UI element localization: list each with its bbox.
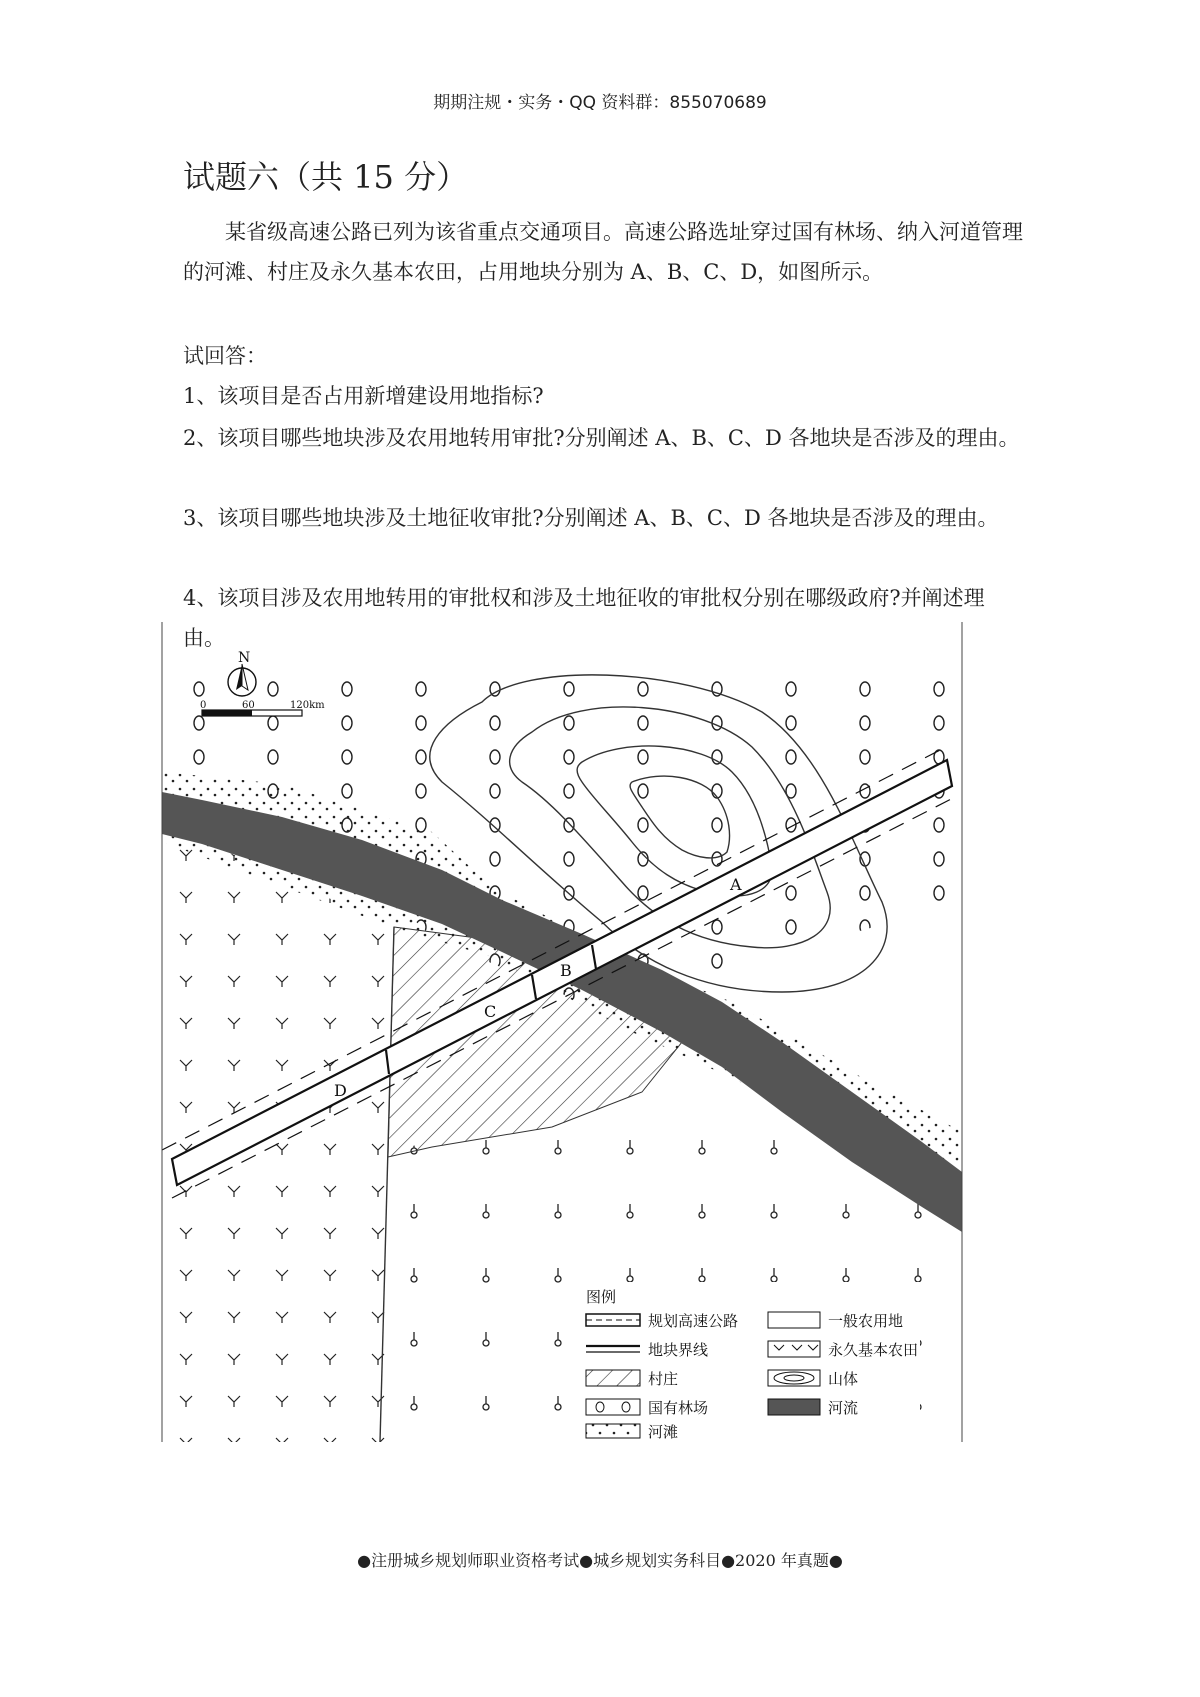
parcel-label-c: C [484,1002,497,1021]
legend-boundary-label: 地块界线 [648,1341,709,1359]
legend-forest-label: 国有林场 [648,1399,709,1417]
land-use-map [162,650,1042,1542]
legend-farmland [768,1312,903,1330]
legend-farmland-label: 一般农用地 [828,1312,904,1330]
legend-basic-farmland [768,1341,918,1359]
question-3: 3、该项目哪些地块涉及土地征收审批?分别阐述 A、B、C、D 各地块是否涉及的理由。 [183,506,999,530]
question-4: 4、该项目涉及农用地转用的审批权和涉及土地征收的审批权分别在哪级政府?并阐述理由。 [183,586,985,650]
question-title: 试题六（共 15 分） [183,158,469,196]
page-footer: ●注册城乡规划师职业资格考试●城乡规划实务科目●2020 年真题● [357,1551,843,1570]
legend-beach-label: 河滩 [648,1423,679,1441]
legend-village-label: 村庄 [648,1370,679,1388]
map-legend [580,1282,920,1442]
legend-highway-label: 规划高速公路 [648,1312,739,1330]
legend-village [586,1370,678,1388]
legend-basic-farmland-label: 永久基本农田 [828,1341,919,1359]
scale-label-120: 120km [290,700,325,711]
legend-mountain-label: 山体 [828,1370,859,1388]
legend-river-label: 河流 [828,1399,859,1417]
question-1: 1、该项目是否占用新增建设用地指标? [183,384,544,408]
scale-label-60: 60 [242,700,255,711]
legend-title: 图例 [586,1288,617,1306]
parcel-label-d: D [334,1081,347,1100]
page-header: 期期注规・实务・QQ 资料群：855070689 [433,93,767,113]
legend-beach [586,1423,678,1441]
answer-prompt: 试回答： [183,344,267,368]
parcel-label-b: B [560,961,572,980]
legend-river [768,1399,858,1417]
question-intro: 某省级高速公路已列为该省重点交通项目。高速公路选址穿过国有林场、纳入河道管理的河滩、村庄及永久基本农田，占用地块分别为 A、B、C、D，如图所示。 [183,220,1023,284]
north-label: N [238,650,251,666]
parcel-label-a: A [730,875,742,894]
question-2: 2、该项目哪些地块涉及农用地转用审批?分别阐述 A、B、C、D 各地块是否涉及的理由。 [183,426,1020,450]
legend-mountain [768,1370,858,1388]
scale-label-0: 0 [200,700,207,711]
